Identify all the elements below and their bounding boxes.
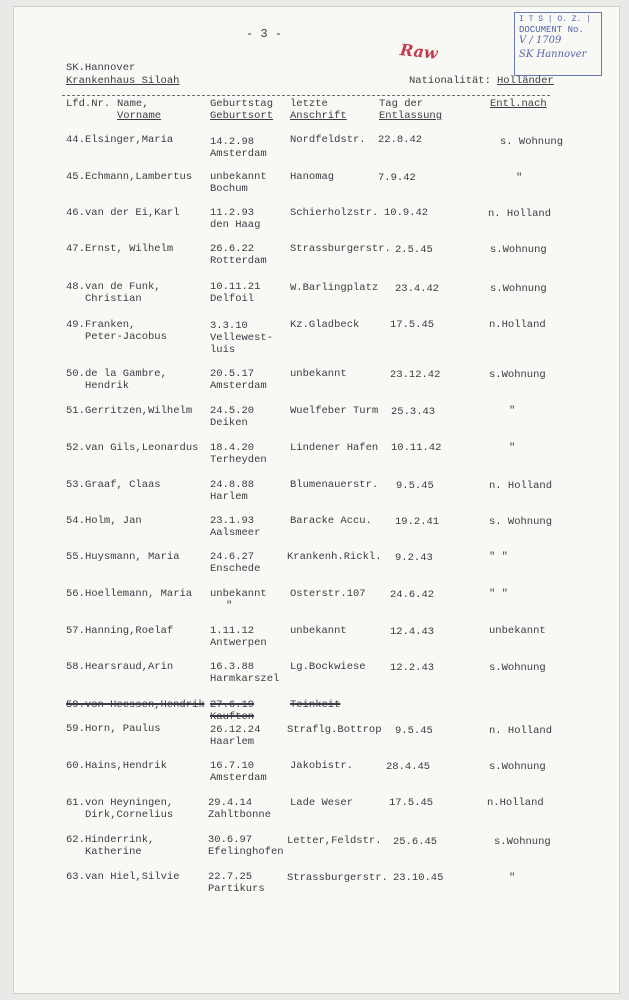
- row-birthdate: 26.12.24: [210, 724, 261, 736]
- row-name: van Hiel,Silvie: [85, 871, 180, 883]
- row-number: 49.: [66, 319, 85, 331]
- row-name: Hoellemann, Maria: [85, 588, 193, 600]
- row-discharged-to: " ": [489, 588, 508, 600]
- row-address: Lade Weser: [290, 797, 354, 809]
- row-discharged-to: n. Holland: [488, 208, 552, 220]
- row-discharge-date: 10.9.42: [384, 207, 429, 219]
- nationality-value: Holländer: [497, 75, 554, 87]
- row-address: Hanomag: [290, 171, 335, 183]
- row-name: Hanning,Roelaf: [85, 625, 174, 637]
- row-address: Strassburgerstr.: [290, 243, 391, 255]
- row-name: Franken,: [85, 319, 136, 331]
- row-birthdate: 23.1.93: [210, 515, 255, 527]
- row-discharged-to: unbekannt: [489, 625, 546, 637]
- header-rule: [62, 95, 550, 96]
- row-birthdate: 11.2.93: [210, 207, 255, 219]
- row-discharged-to: s.Wohnung: [490, 283, 547, 295]
- row-birthdate: unbekannt: [210, 588, 267, 600]
- col-name-1: Name,: [117, 98, 149, 110]
- row-birthdate: 30.6.97: [208, 834, 253, 846]
- row-number: 54.: [66, 515, 85, 527]
- row-discharged-to: s.Wohnung: [489, 369, 546, 381]
- row-birthplace: Aalsmeer: [210, 527, 261, 539]
- row-birthdate: 16.7.10: [210, 760, 255, 772]
- row-address: Strassburgerstr.: [287, 872, 388, 884]
- row-birthdate: 10.11.21: [210, 281, 261, 293]
- row-address: Lg.Bockwiese: [290, 661, 366, 673]
- row-birthdate: 1.11.12: [210, 625, 255, 637]
- row-birthplace: Enschede: [210, 563, 261, 575]
- row-discharge-date: 24.6.42: [390, 589, 435, 601]
- row-discharged-to: s.Wohnung: [490, 244, 547, 256]
- row-birthplace: Haarlem: [210, 736, 255, 748]
- row-birthplace: Bochum: [210, 183, 248, 195]
- stamp-line-1: I T S | O. Z. |: [519, 15, 592, 24]
- col-birth-2: Geburtsort: [210, 110, 274, 122]
- row-discharge-date: 25.3.43: [391, 406, 436, 418]
- row-name: Gerritzen,Wilhelm: [85, 405, 193, 417]
- row-name: Graaf, Claas: [85, 479, 161, 491]
- row-discharge-date: 23.12.42: [390, 369, 441, 381]
- row-discharged-to: n.Holland: [489, 319, 546, 331]
- row-discharge-date: 10.11.42: [391, 442, 442, 454]
- row-discharged-to: " ": [489, 551, 508, 563]
- row-name-cont: Peter-Jacobus: [85, 331, 167, 343]
- col-name-2: Vorname: [117, 110, 162, 122]
- row-birthplace: Delfoil: [210, 293, 255, 305]
- row-name: Elsinger,Maria: [85, 134, 174, 146]
- col-to: Entl.nach: [490, 98, 547, 110]
- header-line-2: Krankenhaus Siloah: [66, 75, 180, 87]
- row-name-cont: Christian: [85, 293, 142, 305]
- row-discharge-date: 19.2.41: [395, 516, 440, 528]
- row-number: 62.: [66, 834, 85, 846]
- row-birthplace: Antwerpen: [210, 637, 267, 649]
- row-birthplace: Harmkarszel: [210, 673, 280, 685]
- row-name: van der Ei,Karl: [85, 207, 180, 219]
- row-birthplace: Amsterdam: [210, 148, 267, 160]
- row-name: Hearsraud,Arin: [85, 661, 174, 673]
- row-name: Echmann,Lambertus: [85, 171, 193, 183]
- row-discharged-to: ": [516, 172, 523, 184]
- row-birthplace: Amsterdam: [210, 772, 267, 784]
- row-birthdate: 24.5.20: [210, 405, 255, 417]
- header-line-1: SK.Hannover: [66, 62, 136, 74]
- row-discharged-to: ": [509, 405, 516, 417]
- row-address: Blumenauerstr.: [290, 479, 379, 491]
- row-name: de la Gambre,: [85, 368, 167, 380]
- row-birthplace-cont: luis: [210, 344, 236, 356]
- row-birthplace: den Haag: [210, 219, 261, 231]
- row-birthplace: Amsterdam: [210, 380, 267, 392]
- struck-birthplace: Kauften: [210, 711, 255, 723]
- row-number: 50.: [66, 368, 85, 380]
- row-address: Krankenh.Rickl.: [287, 551, 382, 563]
- row-address: Nordfeldstr.: [290, 134, 366, 146]
- row-discharge-date: 9.2.43: [395, 552, 433, 564]
- row-birthdate: 3.3.10: [210, 320, 248, 332]
- row-number: 52.: [66, 442, 85, 454]
- row-name: Huysmann, Maria: [85, 551, 180, 563]
- row-name: Hains,Hendrik: [85, 760, 167, 772]
- struck-name: 59.von Heessen,Hendrik: [66, 699, 205, 711]
- row-birthdate: 14.2.98: [210, 136, 255, 148]
- row-name-cont: Katherine: [85, 846, 142, 858]
- row-birthplace: Deiken: [210, 417, 248, 429]
- struck-birthdate: 27.6.19: [210, 699, 255, 711]
- row-birthdate: 29.4.14: [208, 797, 253, 809]
- row-birthdate: 24.6.27: [210, 551, 255, 563]
- row-birthdate: 22.7.25: [208, 871, 253, 883]
- row-address: unbekannt: [290, 368, 347, 380]
- row-discharged-to: s.Wohnung: [489, 662, 546, 674]
- page-number: - 3 -: [246, 27, 283, 41]
- row-birthdate: 18.4.20: [210, 442, 255, 454]
- row-discharge-date: 12.4.43: [390, 626, 435, 638]
- row-number: 53.: [66, 479, 85, 491]
- row-number: 61.: [66, 797, 85, 809]
- row-number: 47.: [66, 243, 85, 255]
- row-address: Osterstr.107: [290, 588, 366, 600]
- row-birthdate: 20.5.17: [210, 368, 255, 380]
- row-birthplace: Partikurs: [208, 883, 265, 895]
- col-nr: Lfd.Nr.: [66, 98, 111, 110]
- row-name: Hinderrink,: [85, 834, 155, 846]
- row-address: Lindener Hafen: [290, 442, 379, 454]
- row-discharged-to: s. Wohnung: [500, 136, 564, 148]
- row-discharge-date: 17.5.45: [390, 319, 435, 331]
- row-number: 55.: [66, 551, 85, 563]
- row-number: 46.: [66, 207, 85, 219]
- row-address: Straflg.Bottrop: [287, 724, 382, 736]
- row-birthdate: 26.6.22: [210, 243, 255, 255]
- row-discharge-date: 28.4.45: [386, 761, 431, 773]
- row-number: 57.: [66, 625, 85, 637]
- row-birthplace: ": [226, 600, 233, 612]
- row-number: 56.: [66, 588, 85, 600]
- row-birthdate: 16.3.88: [210, 661, 255, 673]
- row-discharge-date: 17.5.45: [389, 797, 434, 809]
- row-discharge-date: 9.5.45: [395, 725, 433, 737]
- col-addr-1: letzte: [290, 98, 328, 110]
- row-birthdate: unbekannt: [210, 171, 267, 183]
- archive-stamp: [514, 12, 602, 76]
- stamp-line-2: DOCUMENT No.: [519, 25, 584, 35]
- row-birthdate: 24.8.88: [210, 479, 255, 491]
- row-name-cont: Dirk,Cornelius: [85, 809, 174, 821]
- row-number: 48.: [66, 281, 85, 293]
- row-discharge-date: 23.10.45: [393, 872, 444, 884]
- row-name: van Gils,Leonardus: [85, 442, 199, 454]
- row-address: Letter,Feldstr.: [287, 835, 382, 847]
- row-address: Jakobistr.: [290, 760, 354, 772]
- row-name: Holm, Jan: [85, 515, 142, 527]
- row-address: W.Barlingplatz: [290, 282, 379, 294]
- row-birthplace: Efelinghofen: [208, 846, 284, 858]
- row-discharged-to: ": [509, 872, 516, 884]
- row-birthplace: Zahltbonne: [208, 809, 272, 821]
- stamp-line-3: V / 1709: [519, 35, 562, 46]
- stamp-line-4: SK Hannover: [519, 49, 587, 60]
- red-handwritten-mark: Raw: [399, 40, 439, 63]
- col-disch-2: Entlassung: [379, 110, 443, 122]
- row-name-cont: Hendrik: [85, 380, 130, 392]
- col-birth-1: Geburtstag: [210, 98, 274, 110]
- row-discharged-to: s. Wohnung: [489, 516, 553, 528]
- row-discharged-to: n.Holland: [487, 797, 544, 809]
- row-birthplace: Rotterdam: [210, 255, 267, 267]
- row-discharge-date: 2.5.45: [395, 244, 433, 256]
- row-number: 51.: [66, 405, 85, 417]
- row-discharge-date: 7.9.42: [378, 172, 416, 184]
- row-number: 45.: [66, 171, 85, 183]
- nationality-label: Nationalität:: [409, 75, 491, 87]
- row-name: Ernst, Wilhelm: [85, 243, 174, 255]
- col-disch-1: Tag der: [379, 98, 424, 110]
- row-address: unbekannt: [290, 625, 347, 637]
- row-discharged-to: n. Holland: [489, 480, 553, 492]
- row-discharge-date: 23.4.42: [395, 283, 440, 295]
- row-discharge-date: 22.8.42: [378, 134, 423, 146]
- row-number: 58.: [66, 661, 85, 673]
- row-discharged-to: ": [509, 442, 516, 454]
- row-address: Kz.Gladbeck: [290, 319, 360, 331]
- row-number: 59.: [66, 723, 85, 735]
- row-birthplace: Harlem: [210, 491, 248, 503]
- row-number: 60.: [66, 760, 85, 772]
- row-discharge-date: 12.2.43: [390, 662, 435, 674]
- row-number: 44.: [66, 134, 85, 146]
- row-birthplace: Vellewest-: [210, 332, 274, 344]
- row-birthplace: Terheyden: [210, 454, 267, 466]
- row-name: Horn, Paulus: [85, 723, 161, 735]
- row-discharge-date: 9.5.45: [396, 480, 434, 492]
- row-discharged-to: n. Holland: [489, 725, 553, 737]
- row-discharged-to: s.Wohnung: [494, 836, 551, 848]
- row-discharged-to: s.Wohnung: [489, 761, 546, 773]
- row-name: von Heyningen,: [85, 797, 174, 809]
- row-name: van de Funk,: [85, 281, 161, 293]
- struck-address: Teinkeit: [290, 699, 341, 711]
- row-address: Baracke Accu.: [290, 515, 372, 527]
- row-discharge-date: 25.6.45: [393, 836, 438, 848]
- row-address: Schierholzstr.: [290, 207, 379, 219]
- col-addr-2: Anschrift: [290, 110, 347, 122]
- row-number: 63.: [66, 871, 85, 883]
- row-address: Wuelfeber Turm: [290, 405, 379, 417]
